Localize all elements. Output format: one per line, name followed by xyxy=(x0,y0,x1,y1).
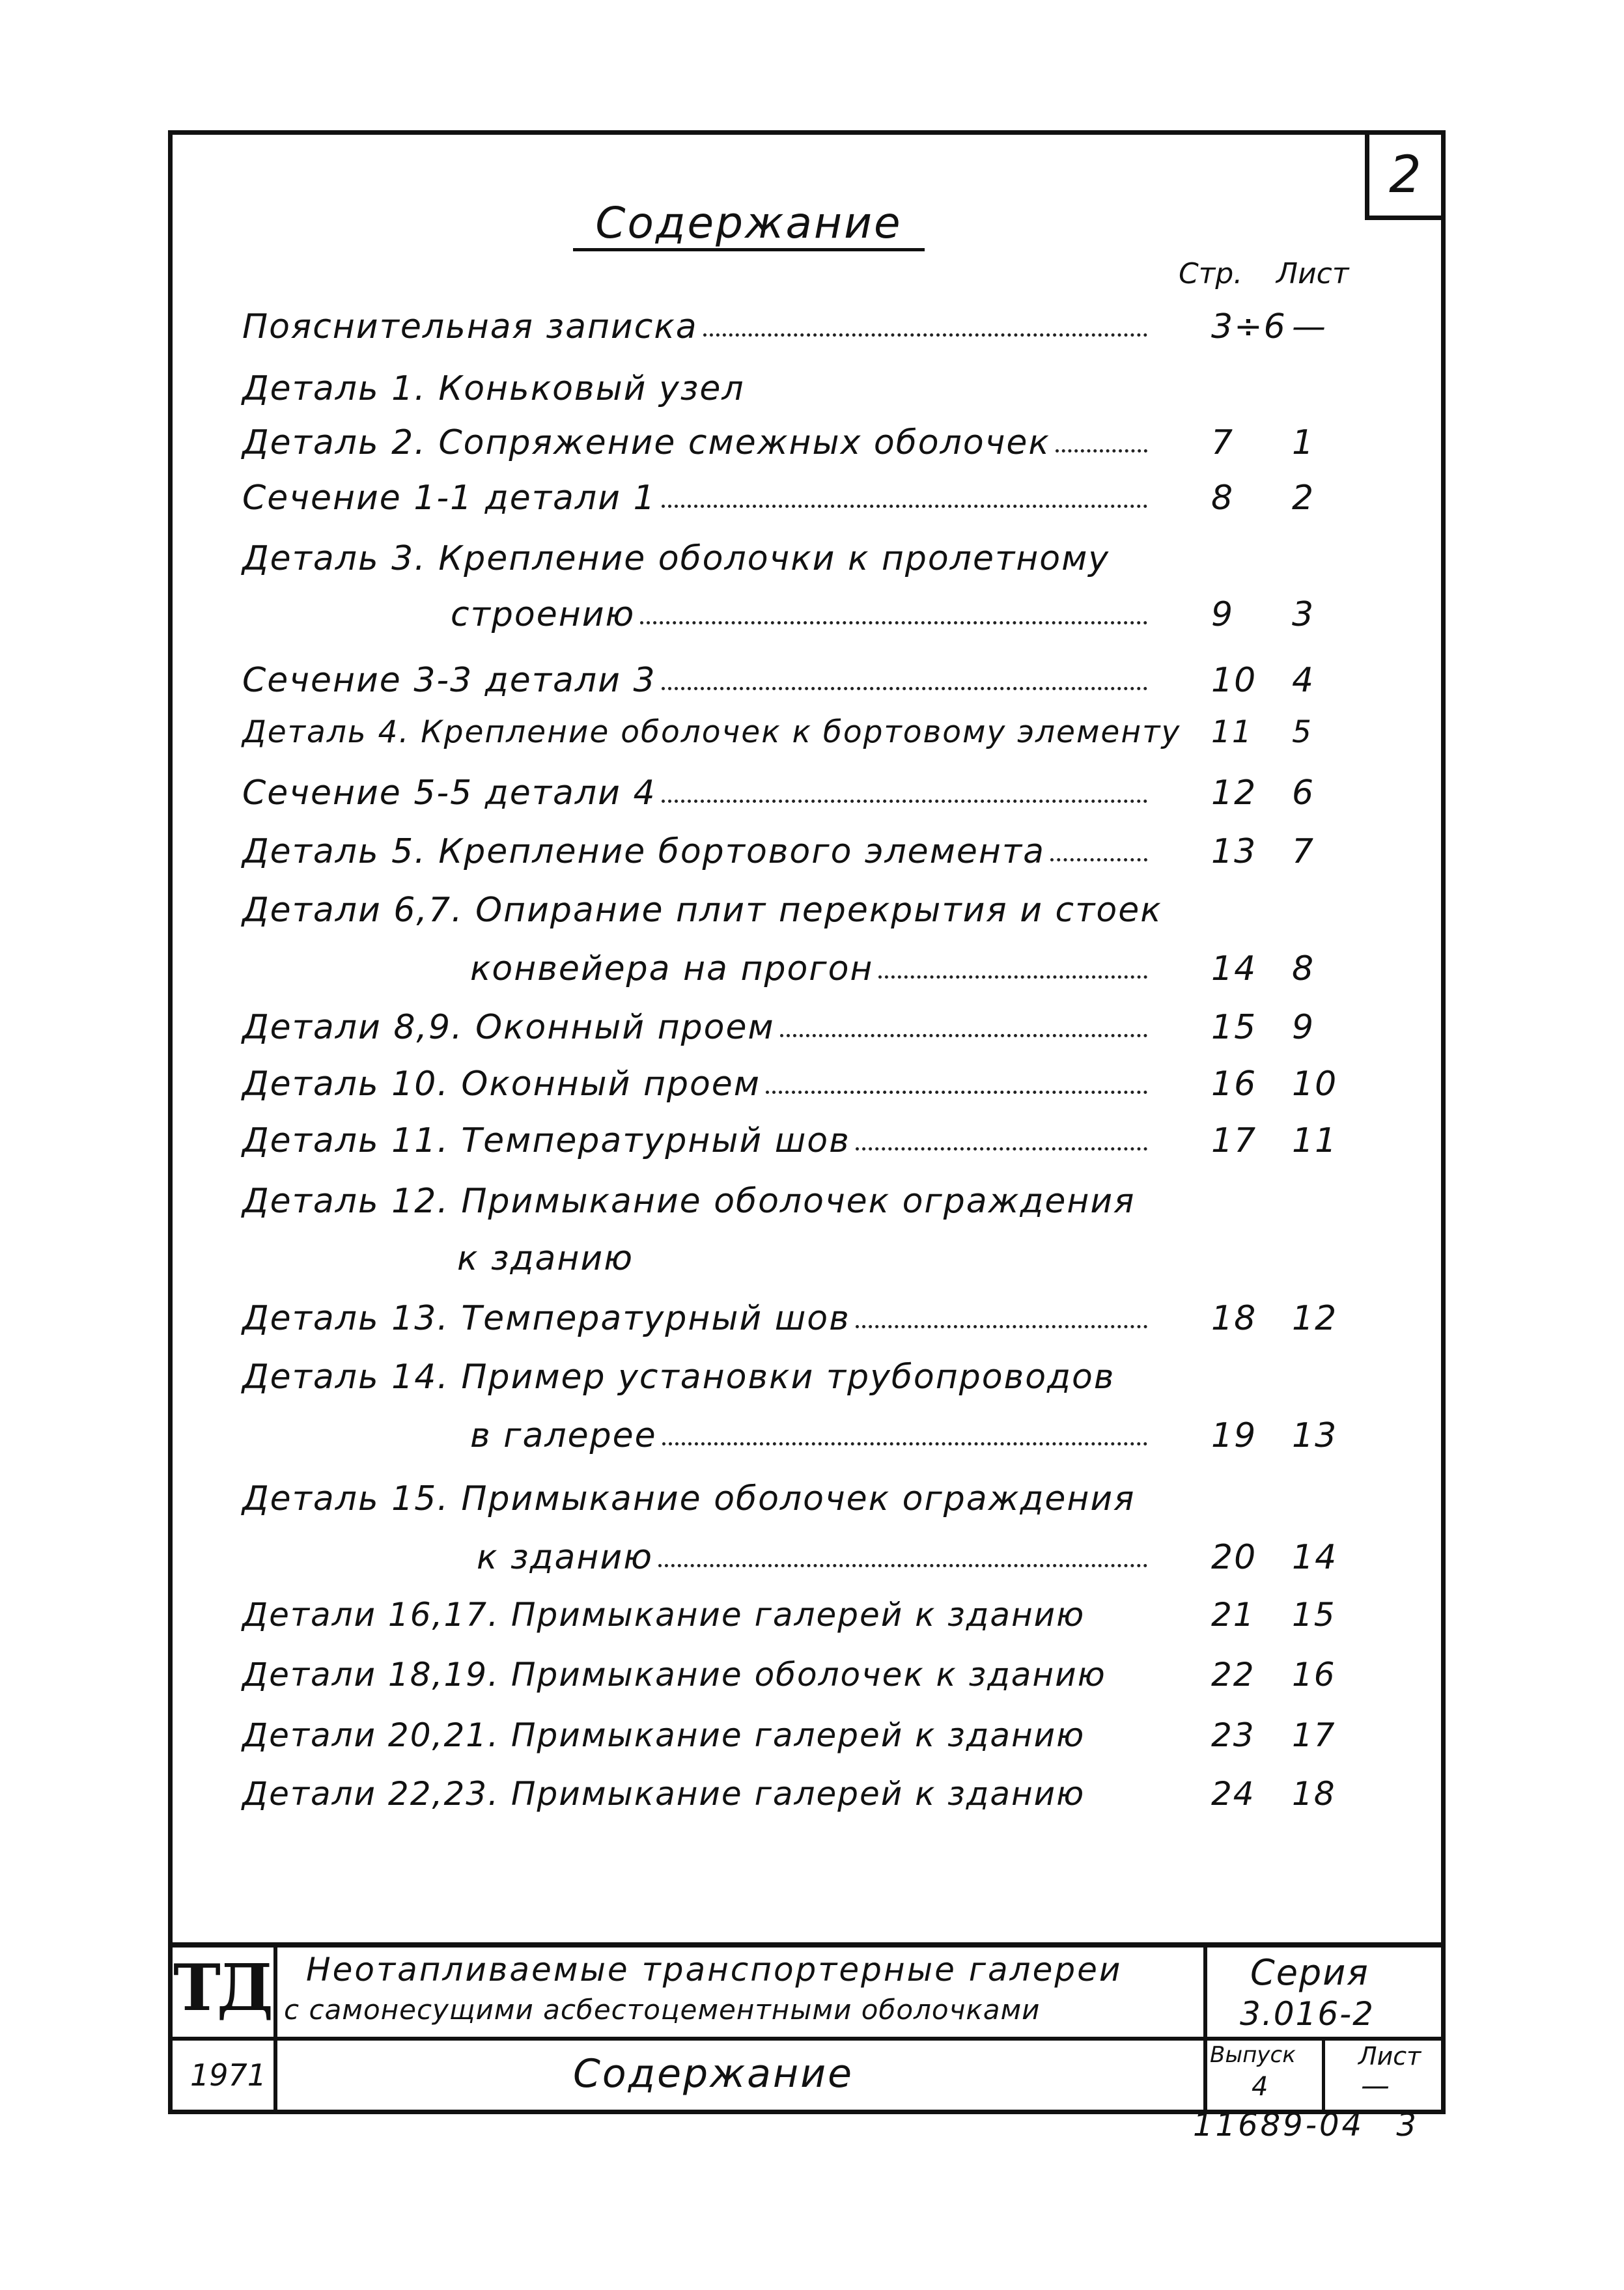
toc-sheet: 3 xyxy=(1292,595,1315,634)
toc-title: Деталь 5. Крепление бортового элемента xyxy=(242,832,1046,871)
issue-label: Выпуск xyxy=(1210,2042,1296,2068)
toc-sheet: 13 xyxy=(1292,1416,1338,1455)
toc-row xyxy=(242,1351,1336,1403)
toc-row xyxy=(242,301,1336,353)
toc-title: Детали 16,17. Примыкание галерей к зданию xyxy=(242,1596,1085,1634)
toc-row xyxy=(242,533,1336,585)
dot-leader xyxy=(662,800,1147,803)
toc-sheet: 5 xyxy=(1292,714,1313,750)
toc-row xyxy=(242,884,1336,936)
toc-row xyxy=(242,1233,1336,1285)
archive-code-line xyxy=(1193,2107,1419,2143)
toc-title: Деталь 4. Крепление оболочек к бортовому элементу xyxy=(242,714,1181,750)
dot-leader xyxy=(856,1147,1147,1151)
toc-sheet: 4 xyxy=(1292,661,1315,700)
toc-row xyxy=(242,1531,1336,1584)
toc-title: к зданию xyxy=(457,1239,634,1278)
dot-leader xyxy=(658,1564,1147,1567)
toc-title: Детали 8,9. Оконный проем xyxy=(242,1008,775,1047)
toc-page: 23 xyxy=(1211,1716,1255,1754)
year: 1971 xyxy=(190,2058,267,2093)
toc-sheet: 12 xyxy=(1292,1299,1338,1338)
toc-title: конвейера на прогон xyxy=(470,949,874,988)
toc-sheet: 15 xyxy=(1292,1596,1336,1634)
document-title: Содержание xyxy=(573,2051,854,2097)
divider xyxy=(1203,1943,1207,2114)
toc-page: 10 xyxy=(1211,661,1257,700)
toc-sheet: 11 xyxy=(1292,1121,1338,1160)
toc-title: к зданию xyxy=(477,1538,653,1577)
divider xyxy=(273,1943,277,2114)
dot-leader xyxy=(878,975,1147,979)
toc-page: 9 xyxy=(1211,595,1235,634)
divider xyxy=(168,2037,1446,2041)
toc-page: 22 xyxy=(1211,1656,1255,1694)
archive-page: 3 xyxy=(1396,2107,1419,2143)
toc-sheet: 6 xyxy=(1292,774,1315,813)
toc-sheet: — xyxy=(1292,307,1327,346)
toc-sheet: 2 xyxy=(1292,479,1315,518)
toc-row xyxy=(242,589,1336,641)
dot-leader xyxy=(780,1034,1147,1037)
column-header-page: Стр. xyxy=(1179,257,1243,290)
toc-page: 16 xyxy=(1211,1065,1257,1104)
page-title: Содержание xyxy=(573,199,925,251)
toc-sheet: 14 xyxy=(1292,1538,1338,1577)
dot-leader xyxy=(1050,858,1147,861)
toc-title: Сечение 1-1 детали 1 xyxy=(242,479,656,518)
dot-leader xyxy=(662,687,1147,690)
toc-row xyxy=(242,706,1336,759)
dot-leader xyxy=(1056,449,1147,453)
toc-page: 18 xyxy=(1211,1299,1257,1338)
toc-sheet: 16 xyxy=(1292,1656,1336,1694)
toc-page: 24 xyxy=(1211,1775,1255,1813)
toc-page: 21 xyxy=(1211,1596,1255,1634)
toc-page: 15 xyxy=(1211,1008,1257,1047)
toc-page: 17 xyxy=(1211,1121,1257,1160)
toc-sheet: 1 xyxy=(1292,423,1315,462)
toc-sheet: 7 xyxy=(1292,832,1315,871)
dot-leader xyxy=(640,621,1147,624)
toc-page: 3÷6 xyxy=(1211,307,1287,346)
toc-title: Детали 22,23. Примыкание галерей к зданию xyxy=(242,1775,1085,1813)
divider xyxy=(168,1943,1446,1948)
dot-leader xyxy=(856,1325,1147,1328)
divider xyxy=(1441,1943,1446,2114)
toc-title: Деталь 10. Оконный проем xyxy=(242,1065,761,1104)
toc-title: Пояснительная записка xyxy=(242,307,698,346)
toc-title: строению xyxy=(451,595,636,634)
dot-leader xyxy=(766,1091,1147,1094)
toc-row xyxy=(242,943,1336,995)
toc-row xyxy=(242,1410,1336,1462)
toc-page: 12 xyxy=(1211,774,1257,813)
dot-leader xyxy=(662,505,1147,508)
toc-sheet: 9 xyxy=(1292,1008,1315,1047)
toc-title: Сечение 5-5 детали 4 xyxy=(242,774,656,813)
toc-row xyxy=(242,826,1336,878)
toc-title: Деталь 14. Пример установки трубопроводов xyxy=(242,1358,1115,1397)
toc-title: Деталь 12. Примыкание оболочек ограждения xyxy=(242,1182,1136,1221)
toc-sheet: 8 xyxy=(1292,949,1315,988)
toc-row xyxy=(242,363,1336,415)
toc-page: 7 xyxy=(1211,423,1235,462)
toc-page: 19 xyxy=(1211,1416,1257,1455)
sheet-label: Лист xyxy=(1358,2042,1421,2071)
organization-logo: ТД xyxy=(173,1951,270,2026)
toc-title: Деталь 15. Примыкание оболочек ограждения xyxy=(242,1479,1136,1518)
archive-code: 11689-04 xyxy=(1193,2107,1365,2143)
toc-sheet: 17 xyxy=(1292,1716,1336,1754)
toc-page: 11 xyxy=(1211,714,1253,750)
toc-page: 14 xyxy=(1211,949,1257,988)
toc-row xyxy=(242,767,1336,819)
toc-row xyxy=(242,1589,1336,1641)
toc-row xyxy=(242,1473,1336,1525)
toc-title: Деталь 11. Температурный шов xyxy=(242,1121,850,1160)
toc-title: Деталь 1. Коньковый узел xyxy=(242,369,745,408)
issue-value: 4 xyxy=(1252,2072,1268,2102)
sheet-number-box xyxy=(1365,130,1446,220)
divider xyxy=(1322,2037,1325,2110)
toc-title: Сечение 3-3 детали 3 xyxy=(242,661,656,700)
sheet-number: 2 xyxy=(1389,146,1421,204)
dot-leader xyxy=(703,333,1147,337)
project-title-line-1: Неотапливаемые транспортерные галереи xyxy=(306,1951,1123,1989)
project-title-line-2: с самонесущими асбестоцементными оболочками xyxy=(284,1994,1041,2026)
toc-page: 20 xyxy=(1211,1538,1257,1577)
toc-title: Детали 20,21. Примыкание галерей к зданию xyxy=(242,1716,1085,1754)
toc-sheet: 10 xyxy=(1292,1065,1338,1104)
series-label: Серия xyxy=(1250,1952,1369,1993)
toc-page: 13 xyxy=(1211,832,1257,871)
toc-title: в галерее xyxy=(470,1416,657,1455)
column-header-sheet: Лист xyxy=(1276,257,1349,290)
toc-row xyxy=(242,472,1336,524)
toc-row xyxy=(242,1292,1336,1345)
toc-row xyxy=(242,1649,1336,1701)
dot-leader xyxy=(662,1442,1147,1445)
sheet-value: — xyxy=(1361,2069,1390,2102)
toc-row xyxy=(242,417,1336,469)
toc-row xyxy=(242,1001,1336,1054)
toc-title: Деталь 13. Температурный шов xyxy=(242,1299,850,1338)
toc-sheet: 18 xyxy=(1292,1775,1336,1813)
toc-row xyxy=(242,654,1336,706)
toc-title: Детали 6,7. Опирание плит перекрытия и стоек xyxy=(242,891,1162,930)
series-value: 3.016-2 xyxy=(1240,1995,1375,2033)
toc-title: Деталь 2. Сопряжение смежных оболочек xyxy=(242,423,1050,462)
toc-title: Деталь 3. Крепление оболочки к пролетному xyxy=(242,539,1110,578)
toc-title: Детали 18,19. Примыкание оболочек к зданию xyxy=(242,1656,1106,1694)
toc-row xyxy=(242,1115,1336,1167)
toc-row xyxy=(242,1058,1336,1110)
toc-page: 8 xyxy=(1211,479,1235,518)
toc-row xyxy=(242,1175,1336,1227)
toc-row xyxy=(242,1709,1336,1761)
toc-row xyxy=(242,1768,1336,1820)
